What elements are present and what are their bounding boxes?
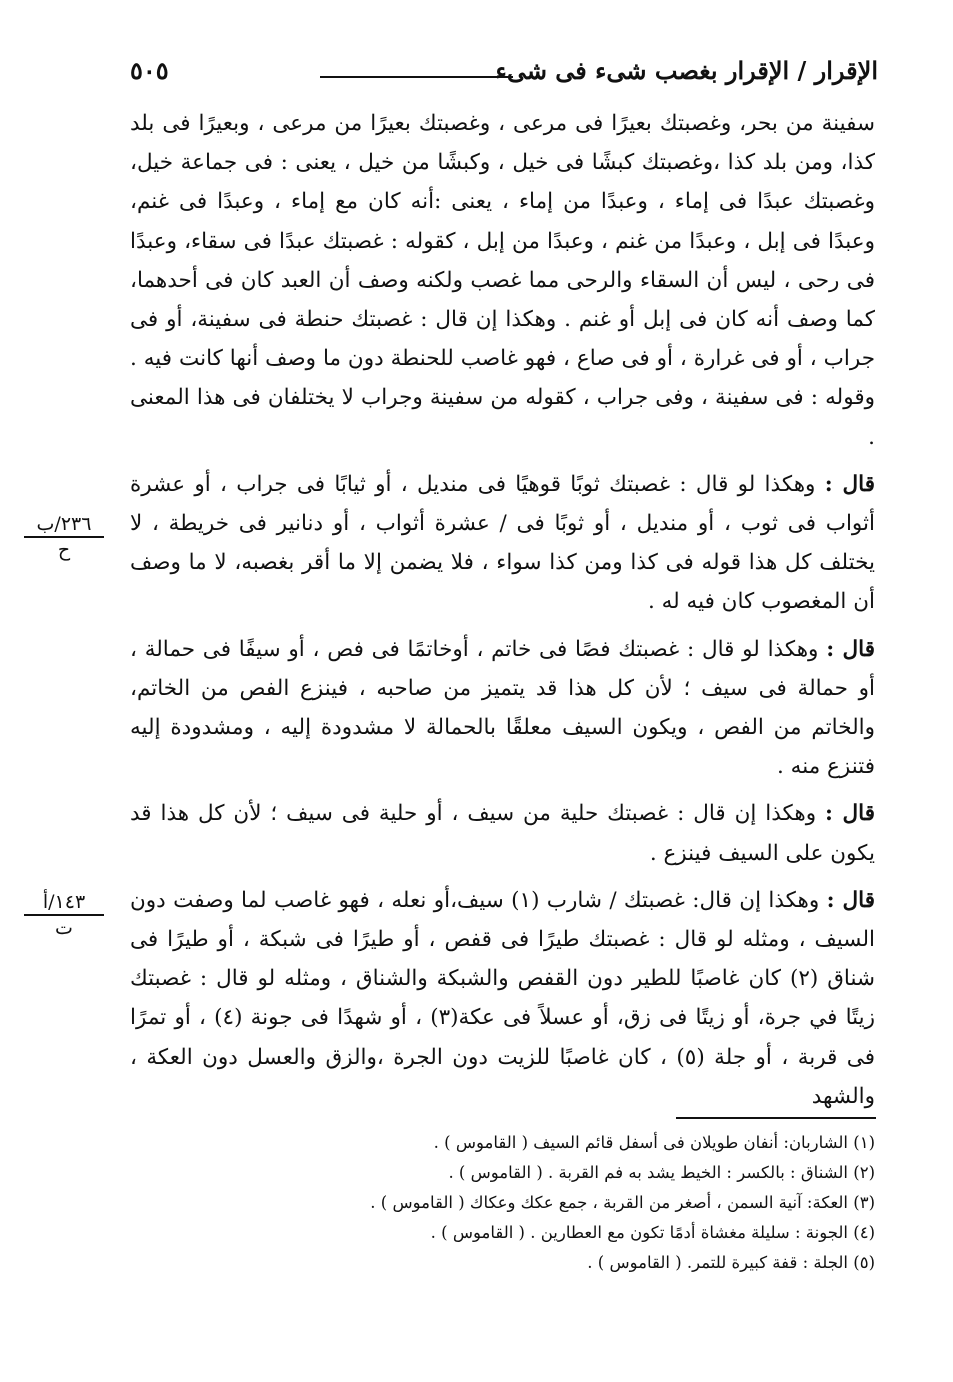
main-text bbox=[130, 104, 875, 1124]
paragraph-3-text: وهكذا لو قال : غصبتك فصًا فى خاتم ، أوخاتمًا فى فص ، أو سيفًا فى حمالة ، أو حمالة فى سيف ؛ لأن كل هذا قد يتميز من صاحبه ، فينزع الفص من الخاتم، والخاتم من الفص ، ويكون السيف معلقًا بالحمالة لا مشدودة إليه ، ومشدودة إليه فتنزع منه . bbox=[130, 636, 876, 780]
footnote: (٤) الجونة : سليلة مغشاة أدمًا تكون مع العطارين . ( القاموس ) . bbox=[430, 1223, 875, 1242]
paragraph-3 bbox=[130, 630, 875, 787]
header-rule bbox=[320, 76, 513, 78]
qala-label: قال : bbox=[826, 636, 875, 662]
qala-label: قال : bbox=[824, 471, 875, 497]
paragraph-4-text: وهكذا إن قال : غصبتك حلية من سيف ، أو حلية فى سيف ؛ لأن كل هذا قد يكون على السيف فينزع . bbox=[130, 801, 875, 866]
margin-ref-folio: ٢٣٦/ب bbox=[24, 512, 104, 538]
paragraph-5-text: وهكذا إن قال: غصبتك / شارب (١) سيف،أو نعله ، فهو غاصب لما وصفت دون السيف ، ومثله لو قال : غصبتك طيرًا فى قفص ، أو طيرًا فى شبكة ، أو طيرًا فى شناق (٢) كان غاصبًا للطير دون القفص والشبكة والشناق ، ومثله لو قال : غصبتك زيتًا في جرة، أو زيتًا فى زق، أو عسلاً فى عكة(٣) ، أو شهدًا فى جونة (٤) ، أو تمرًا فى قربة ، أو جلة (٥) ، كان غاصبًا للزيت دون الجرة ،والزق والعسل دون العكة ، والشهد bbox=[130, 887, 876, 1109]
paragraph-2 bbox=[130, 465, 875, 622]
footnote: (٥) الجلة : قفة كبيرة للتمر. ( القاموس ) . bbox=[587, 1253, 875, 1272]
footnote-separator bbox=[676, 1117, 876, 1119]
margin-ref-siglum: ت bbox=[55, 917, 73, 939]
paragraph-5 bbox=[130, 881, 875, 1116]
margin-ref-siglum: ح bbox=[57, 539, 71, 561]
page-number: ٥٠٥ bbox=[130, 56, 169, 85]
qala-label: قال : bbox=[825, 801, 875, 827]
footnote: (٢) الشناق : بالكسر : الخيط يشد به فم القربة . ( القاموس ) . bbox=[448, 1163, 875, 1182]
running-title: الإقرار / الإقرار بغصب شىء فى شىء bbox=[495, 56, 878, 85]
footnote: (١) الشاربان: أنفان طويلان فى أسفل قائم السيف ( القاموس ) . bbox=[433, 1133, 875, 1152]
running-header bbox=[130, 52, 878, 92]
margin-manuscript-ref bbox=[24, 512, 104, 562]
qala-label: قال : bbox=[826, 887, 876, 913]
margin-manuscript-ref bbox=[24, 890, 104, 940]
paragraph-1: سفينة من بحر، وغصبتك بعيرًا فى مرعى ، وغصبتك بعيرًا من مرعى ، وبعيرًا فى بلد كذا، ومن بلد كذا ،وغصبتك كبشًا فى خيل ، وكبشًا من خيل ، يعنى : فى جماعة خيل، وغصبتك عبدًا فى إماء ، وعبدًا من إماء ، يعنى :أنه كان مع إماء ، وعبدًا فى غنم، وعبدًا فى إبل ، وعبدًا من غنم ، وعبدًا من إبل ، كقوله : غصبتك عبدًا فى سقاء، وعبدًا فى رحى ، ليس أن السقاء والرحى مما غصب ولكنه وصف أن العبد كان فى أحدهما، كما وصف أنه كان فى إبل أو غنم . وهكذا إن قال : غصبتك حنطة فى سفينة، أو فى جراب ، أو فى غرارة ، أو فى صاع ، فهو غاصب للحنطة دون ما وصف أنها كانت فيه . وقوله : فى سفينة ، وفى جراب ، كقوله من سفينة وجراب لا يختلفان فى هذا المعنى . bbox=[130, 111, 875, 450]
footnotes bbox=[330, 1128, 875, 1278]
footnote: (٣) العكة: آنية السمن ، أصغر من القربة ، جمع عكك وعكاك ( القاموس ) . bbox=[370, 1193, 875, 1212]
paragraph-2-text: وهكذا لو قال : غصبتك ثوبًا قوهيًا فى منديل ، أو ثيابًا فى جراب ، أو عشرة أثواب فى ثوب ، أو منديل ، أو ثوبًا فى / عشرة أثواب ، أو دنانير فى خريطة ، لا يختلف كل هذا قوله فى كذا ومن كذا سواء ، فلا يضمن إلا ما أقر بغصبه، لا ما وصف أن المغصوب كان فيه له . bbox=[130, 471, 875, 615]
margin-ref-folio: ١٤٣/أ bbox=[24, 890, 104, 916]
paragraph-4 bbox=[130, 794, 875, 872]
